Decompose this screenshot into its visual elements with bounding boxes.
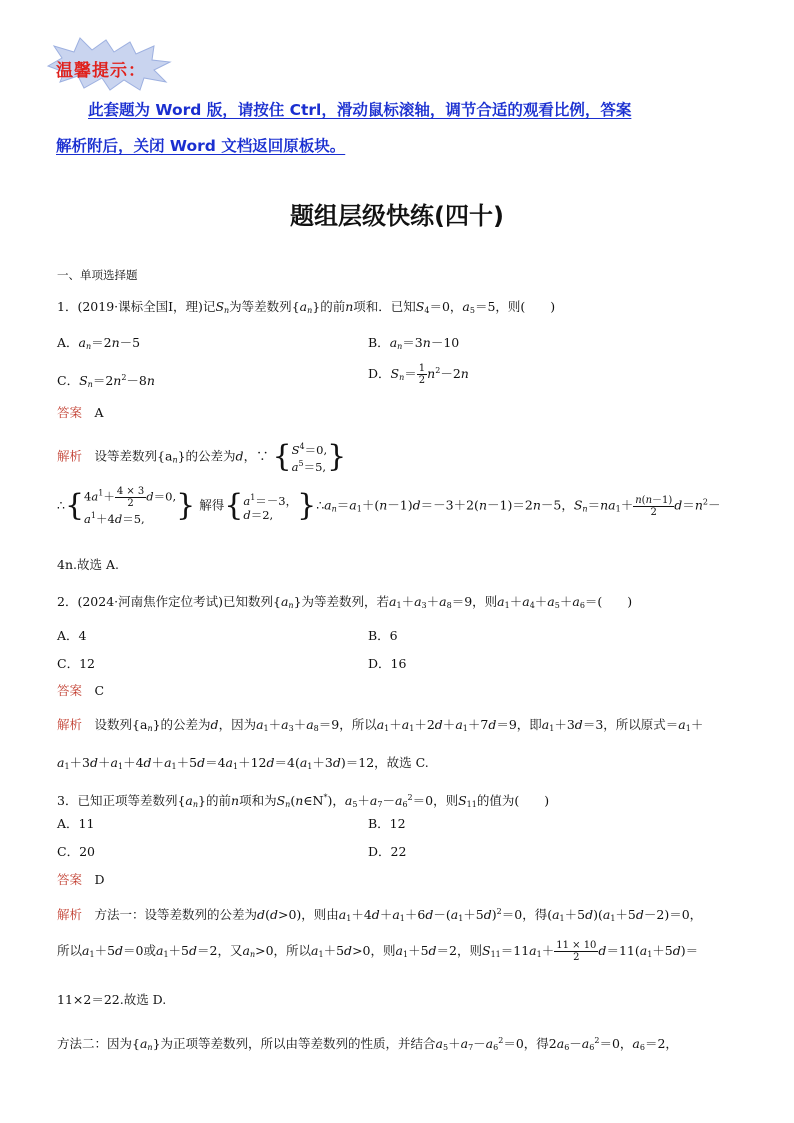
- page-title: 题组层级快练(四十): [290, 202, 504, 230]
- q2-option-a: A．4: [57, 628, 87, 643]
- q3-option-b: B．12: [368, 816, 406, 831]
- q2-option-c: C．12: [57, 656, 95, 671]
- notice-line-1: 此套题为 Word 版，请按住 Ctrl，滑动鼠标滚轴，调节合适的观看比例，答案: [88, 101, 632, 119]
- q1-analysis: 解析 设等差数列$\{a_n\}$的公差为d，∵ {$S^4=0$, $a^5=5$,}: [57, 439, 347, 474]
- q1-option-a: A．$a_n=2n-5$: [57, 335, 141, 351]
- q3-option-c: C．20: [57, 844, 95, 859]
- notice-line-2: 解析附后，关闭 Word 文档返回原板块。: [56, 137, 346, 155]
- warm-tip-label: 温馨提示：: [56, 61, 146, 81]
- q2-option-b: B．6: [368, 628, 398, 643]
- q2-stem: 2．(2024·河南焦作定位考试)已知数列$\{a_n\}$为等差数列，若$a_1+a_3+a_8=9$，则$a_1+a_4+a_5+a_6=$( ): [57, 594, 633, 610]
- q1-answer: 答案 A: [57, 405, 104, 420]
- q3-method-1-line-1: 解析 方法一：设等差数列的公差为d(d>0)，则由$a_1+4d+a_1+6d-(a_1+5d)^2=0$，得$(a_1+5d)(a_1+5d-2)=0$，: [57, 907, 703, 923]
- q3-option-d: D．22: [368, 844, 407, 859]
- q1-analysis-system: $\therefore\{4a^1+$ $\frac{4 \times 3}{2}$ d＝0, $a^1+4d=5$, } 解得{$a^1=-3$， d＝2, }$\therefore a_n=a_1+(n-1)d=-3+2(n-1)=2n-5$，$S_n=na_1+$ $\frac{n(n-1)}{2}$ $d=n^2-$: [57, 486, 721, 526]
- q3-answer: 答案 D: [57, 872, 105, 887]
- q3-option-a: A．11: [57, 816, 95, 831]
- q2-answer: 答案 C: [57, 683, 105, 698]
- q3-method-2-line-1: 方法二：因为$\{a_n\}$为正项等差数列，所以由等差数列的性质，并结合$a_5+a_7-a_6^2=0$，得$2a_6-a_6^2=0$，$a_6=2$，: [57, 1036, 678, 1052]
- q3-stem: 3．已知正项等差数列$\{a_n\}$的前n项和为$S_n(n\in N^*)$，$a_5+a_7-a_6^2=0$，则$S_{11}$的值为( ): [57, 793, 550, 809]
- q2-analysis-line-2: $a_1+3d+a_1+4d+a_1+5d=4a_1+12d=4(a_1+3d)=12$，故选 C.: [57, 755, 429, 771]
- q2-option-d: D．16: [368, 656, 407, 671]
- section-heading: 一、单项选择题: [57, 268, 138, 282]
- warm-tip-badge: [44, 36, 174, 92]
- q3-method-1-line-3: 11×2＝22.故选 D.: [57, 992, 167, 1007]
- q1-option-c: C．$S_n=2n^2-8n$: [57, 373, 155, 389]
- q1-option-b: B．$a_n=3n-10$: [368, 335, 460, 351]
- q3-method-1-line-2: 所以$a_1+5d=0$或$a_1+5d=2$，又$a_n>0$，所以$a_1+5d>0$，则$a_1+5d=2$，则$S_{11}=11a_1+$ $\frac{11 \times 10}{2}$ $d=11(a_1+5d)=$: [57, 940, 699, 963]
- q2-analysis-line-1: 解析 设数列$\{a_n\}$的公差为d，因为$a_1+a_3+a_8=9$，所以$a_1+a_1+2d+a_1+7d=9$，即$a_1+3d=3$，所以原式$=a_1+$: [57, 717, 704, 733]
- q1-analysis-end: 4n.故选 A.: [57, 557, 119, 572]
- q1-stem: 1．(2019·课标全国Ⅰ，理)记$S_n$为等差数列$\{a_n\}$的前n项和．已知$S_4=0$，$a_5=5$，则( ): [57, 299, 556, 315]
- q1-option-d: D．$S_n=$ $\frac{1}{2}$ $n^2-2n$: [368, 363, 469, 386]
